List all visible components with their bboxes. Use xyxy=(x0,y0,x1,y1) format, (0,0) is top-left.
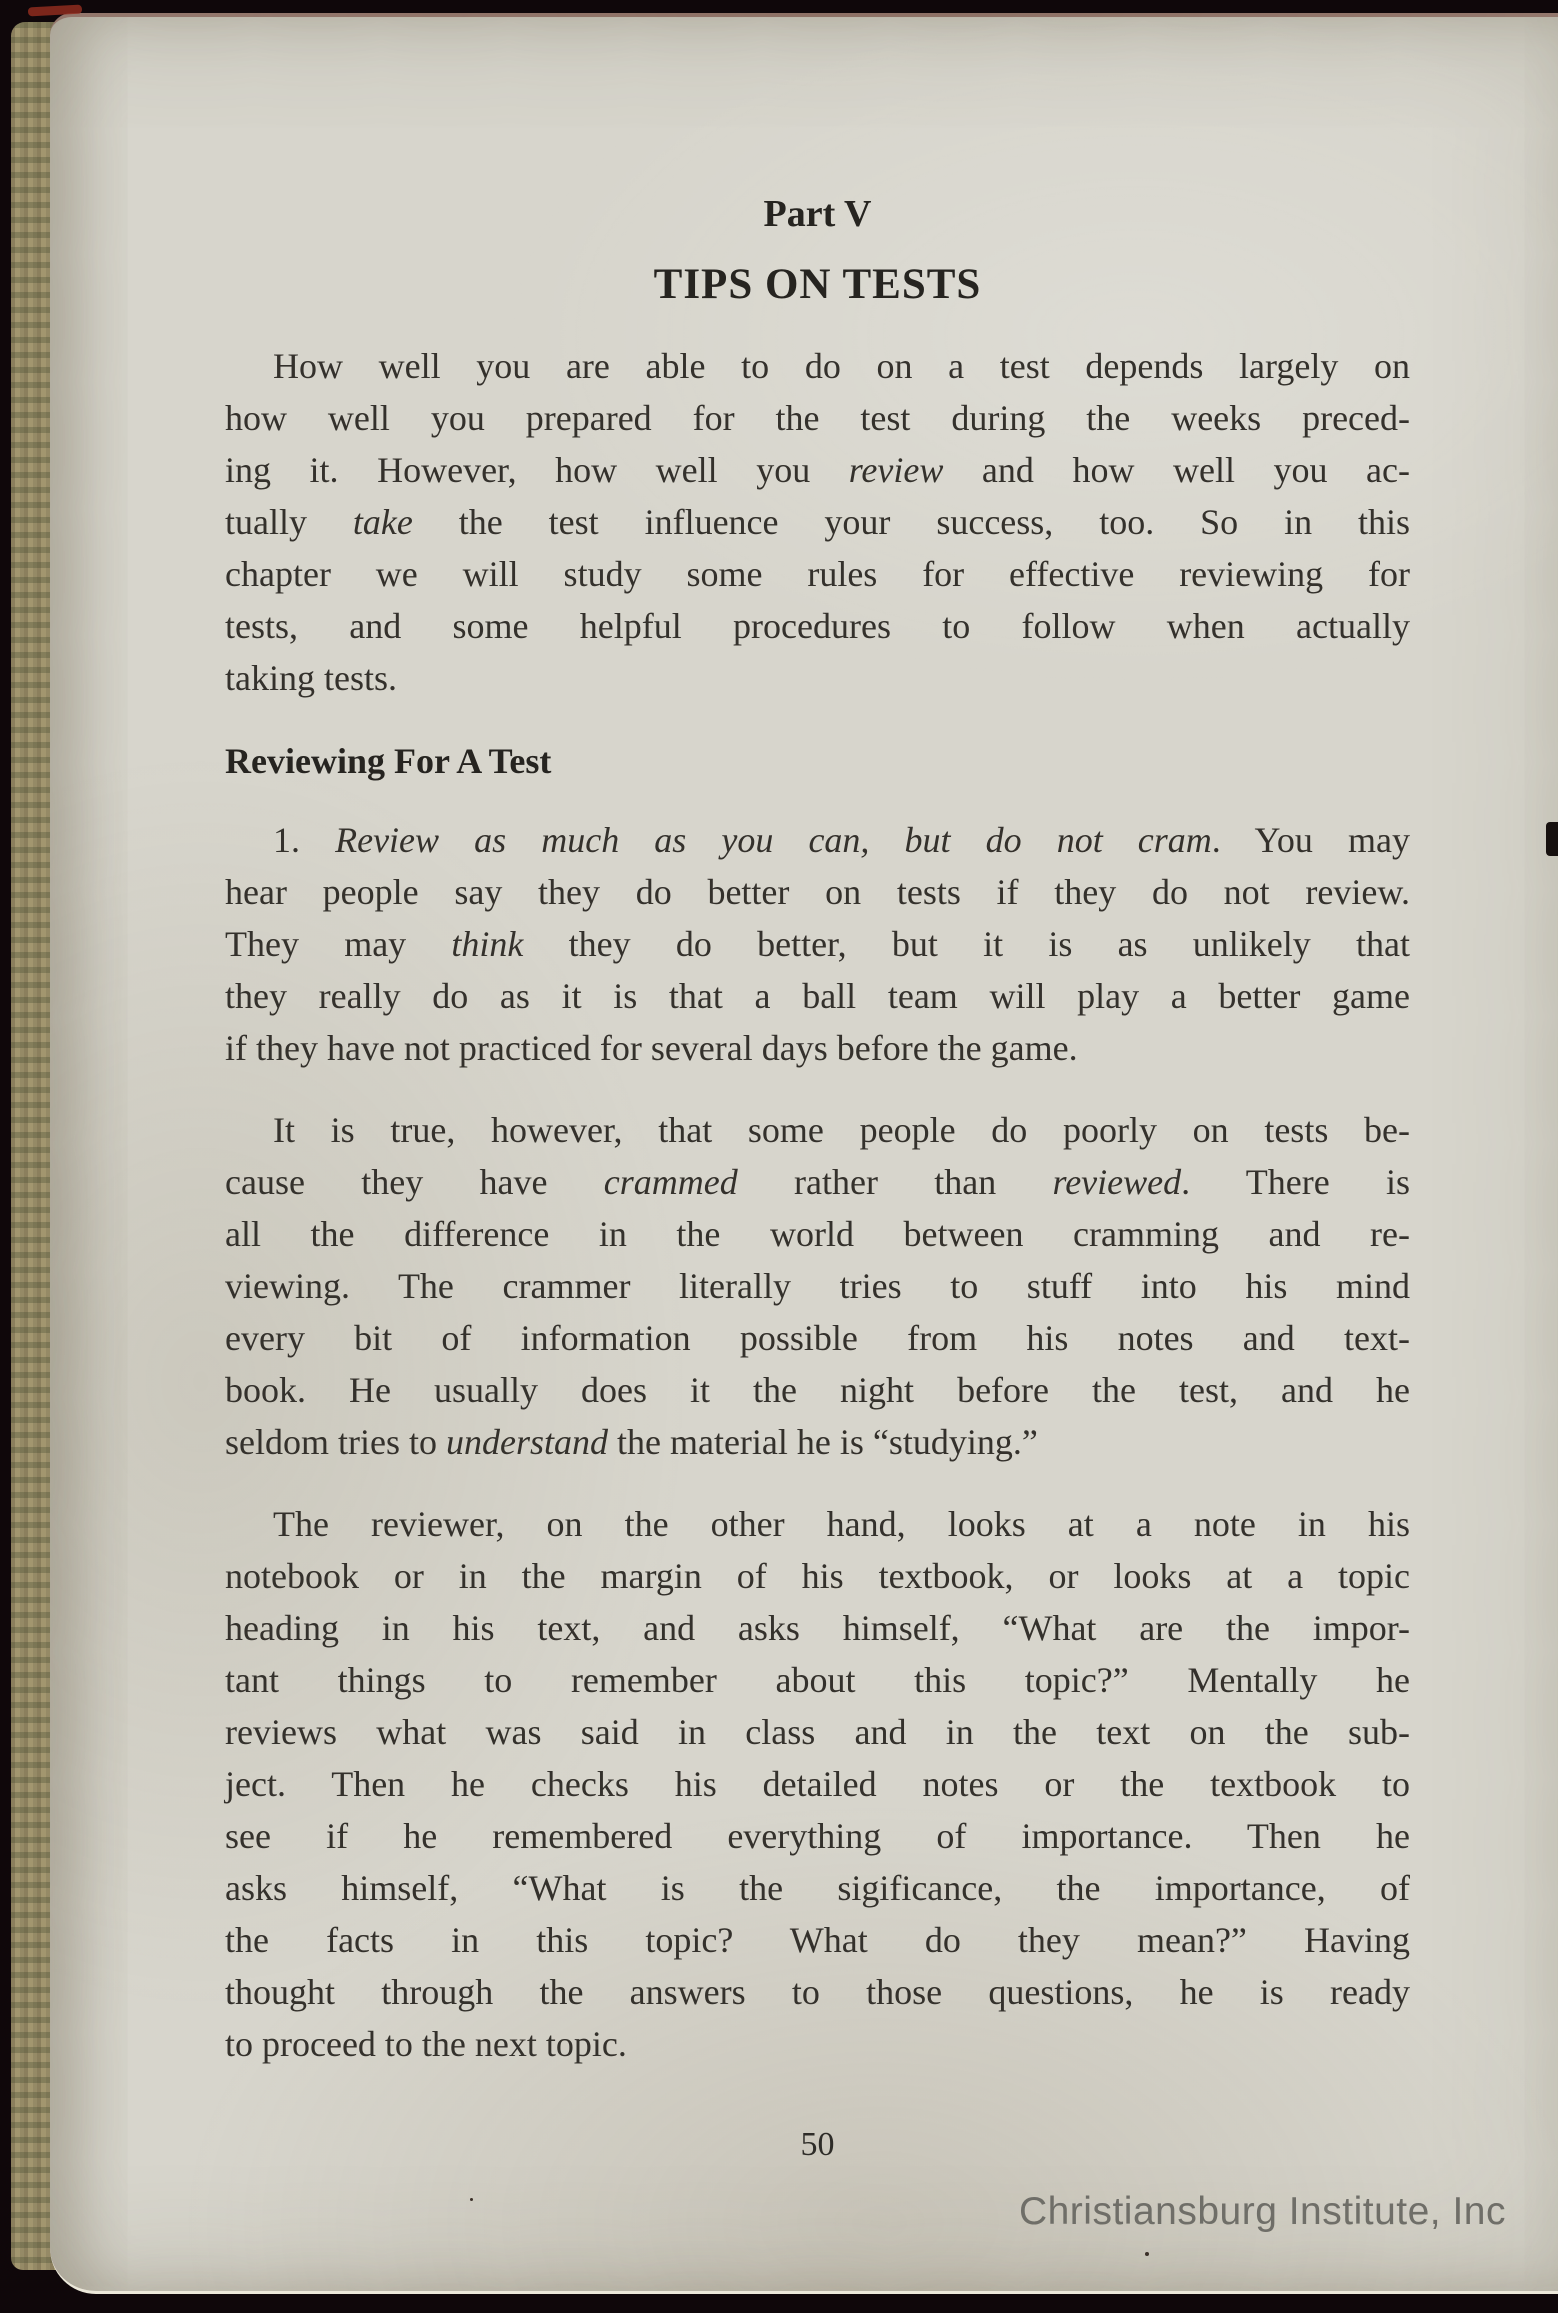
text-run: Review as much as you can, but do not cram xyxy=(335,820,1212,860)
text-line xyxy=(225,392,1410,444)
paragraph xyxy=(225,814,1410,1074)
section-heading: Reviewing For A Test xyxy=(225,741,552,781)
paper-speck xyxy=(1145,2252,1149,2256)
text-line xyxy=(225,1498,1410,1550)
text-line xyxy=(225,1156,1410,1208)
text-line xyxy=(225,600,1410,652)
paragraph xyxy=(225,1104,1410,1468)
text-run: tant things to remember about this topic?” Mentally he xyxy=(225,1660,1410,1700)
text-run: cause they have xyxy=(225,1162,604,1202)
text-line xyxy=(225,1104,1410,1156)
text-run: . There is xyxy=(1181,1162,1410,1202)
text-run: understand xyxy=(445,1422,608,1462)
body-text xyxy=(225,340,1410,2070)
text-run: seldom tries to xyxy=(225,1422,446,1462)
text-run: It is true, however, that some people do poorly on tests be- xyxy=(273,1110,1410,1150)
text-line xyxy=(225,1966,1410,2018)
text-line xyxy=(225,1602,1410,1654)
text-line xyxy=(225,1810,1410,1862)
text-line xyxy=(225,970,1410,1022)
text-line xyxy=(225,444,1410,496)
text-run: the material he is “studying.” xyxy=(607,1422,1038,1462)
text-run: to proceed to the next topic. xyxy=(225,2024,627,2064)
text-line xyxy=(225,1364,1410,1416)
text-run: How well you are able to do on a test depends largely on xyxy=(273,346,1410,386)
text-run: see if he remembered everything of importance. Then he xyxy=(225,1816,1410,1856)
text-run: . You may xyxy=(1211,820,1410,860)
text-line xyxy=(225,1208,1410,1260)
text-run: reviewed xyxy=(1052,1162,1182,1202)
text-line xyxy=(225,918,1410,970)
text-run: viewing. The crammer literally tries to stuff into his mind xyxy=(225,1266,1410,1306)
paragraph xyxy=(225,340,1410,704)
text-line xyxy=(225,496,1410,548)
text-run: heading in his text, and asks himself, “What are the impor- xyxy=(225,1608,1410,1648)
text-line xyxy=(225,1260,1410,1312)
text-run: reviews what was said in class and in the text on the sub- xyxy=(225,1712,1410,1752)
text-run: tests, and some helpful procedures to follow when actually xyxy=(225,606,1410,646)
text-run: notebook or in the margin of his textbook, or looks at a topic xyxy=(225,1556,1410,1596)
paragraph xyxy=(225,1498,1410,2070)
text-run: they do better, but it is as unlikely that xyxy=(523,924,1410,964)
text-run: taking tests. xyxy=(225,658,397,698)
text-run: all the difference in the world between cramming and re- xyxy=(225,1214,1410,1254)
text-run: 1. xyxy=(273,820,336,860)
text-run: and how well you ac- xyxy=(943,450,1410,490)
text-line xyxy=(225,866,1410,918)
text-run: crammed xyxy=(603,1162,738,1202)
text-line xyxy=(225,340,1410,392)
text-run: take xyxy=(352,502,413,542)
paper-speck xyxy=(470,2198,473,2201)
text-run: think xyxy=(451,924,524,964)
text-column xyxy=(225,190,1410,2164)
part-label: Part V xyxy=(763,193,872,235)
text-line xyxy=(225,1914,1410,1966)
text-run: asks himself, “What is the sigificance, the importance, of xyxy=(225,1868,1410,1908)
text-run: if they have not practiced for several days before the game. xyxy=(225,1028,1078,1068)
text-line xyxy=(225,652,1410,704)
text-line xyxy=(225,1758,1410,1810)
text-run: the facts in this topic? What do they mean?” Having xyxy=(225,1920,1410,1960)
text-line xyxy=(225,1550,1410,1602)
text-run: chapter we will study some rules for effective reviewing for xyxy=(225,554,1410,594)
text-run: every bit of information possible from his notes and text- xyxy=(225,1318,1410,1358)
text-run: The reviewer, on the other hand, looks at a note in his xyxy=(273,1504,1410,1544)
text-line xyxy=(225,2018,1410,2070)
text-run: review xyxy=(848,450,944,490)
text-run: thought through the answers to those questions, he is ready xyxy=(225,1972,1410,2012)
text-run: how well you prepared for the test during the weeks preced- xyxy=(225,398,1410,438)
text-line xyxy=(225,1862,1410,1914)
text-run: they really do as it is that a ball team will play a better game xyxy=(225,976,1410,1016)
text-run: tually xyxy=(225,502,353,542)
text-line xyxy=(225,1654,1410,1706)
text-run: book. He usually does it the night before the test, and he xyxy=(225,1370,1410,1410)
text-run: rather than xyxy=(737,1162,1053,1202)
text-line xyxy=(225,1416,1410,1468)
watermark: Christiansburg Institute, Inc xyxy=(1018,2190,1506,2233)
text-line xyxy=(225,1312,1410,1364)
text-run: the test influence your success, too. So in this xyxy=(412,502,1410,542)
text-line xyxy=(225,1706,1410,1758)
text-run: hear people say they do better on tests if they do not review. xyxy=(225,872,1410,912)
text-line xyxy=(225,1022,1410,1074)
page-number: 50 xyxy=(800,2126,835,2163)
text-run: ject. Then he checks his detailed notes or the textbook to xyxy=(225,1764,1410,1804)
page-title: TIPS ON TESTS xyxy=(653,261,982,308)
text-line xyxy=(225,548,1410,600)
text-line xyxy=(225,814,1410,866)
text-run: ing it. However, how well you xyxy=(225,450,849,490)
text-run: They may xyxy=(225,924,452,964)
right-edge-mark xyxy=(1546,822,1558,856)
